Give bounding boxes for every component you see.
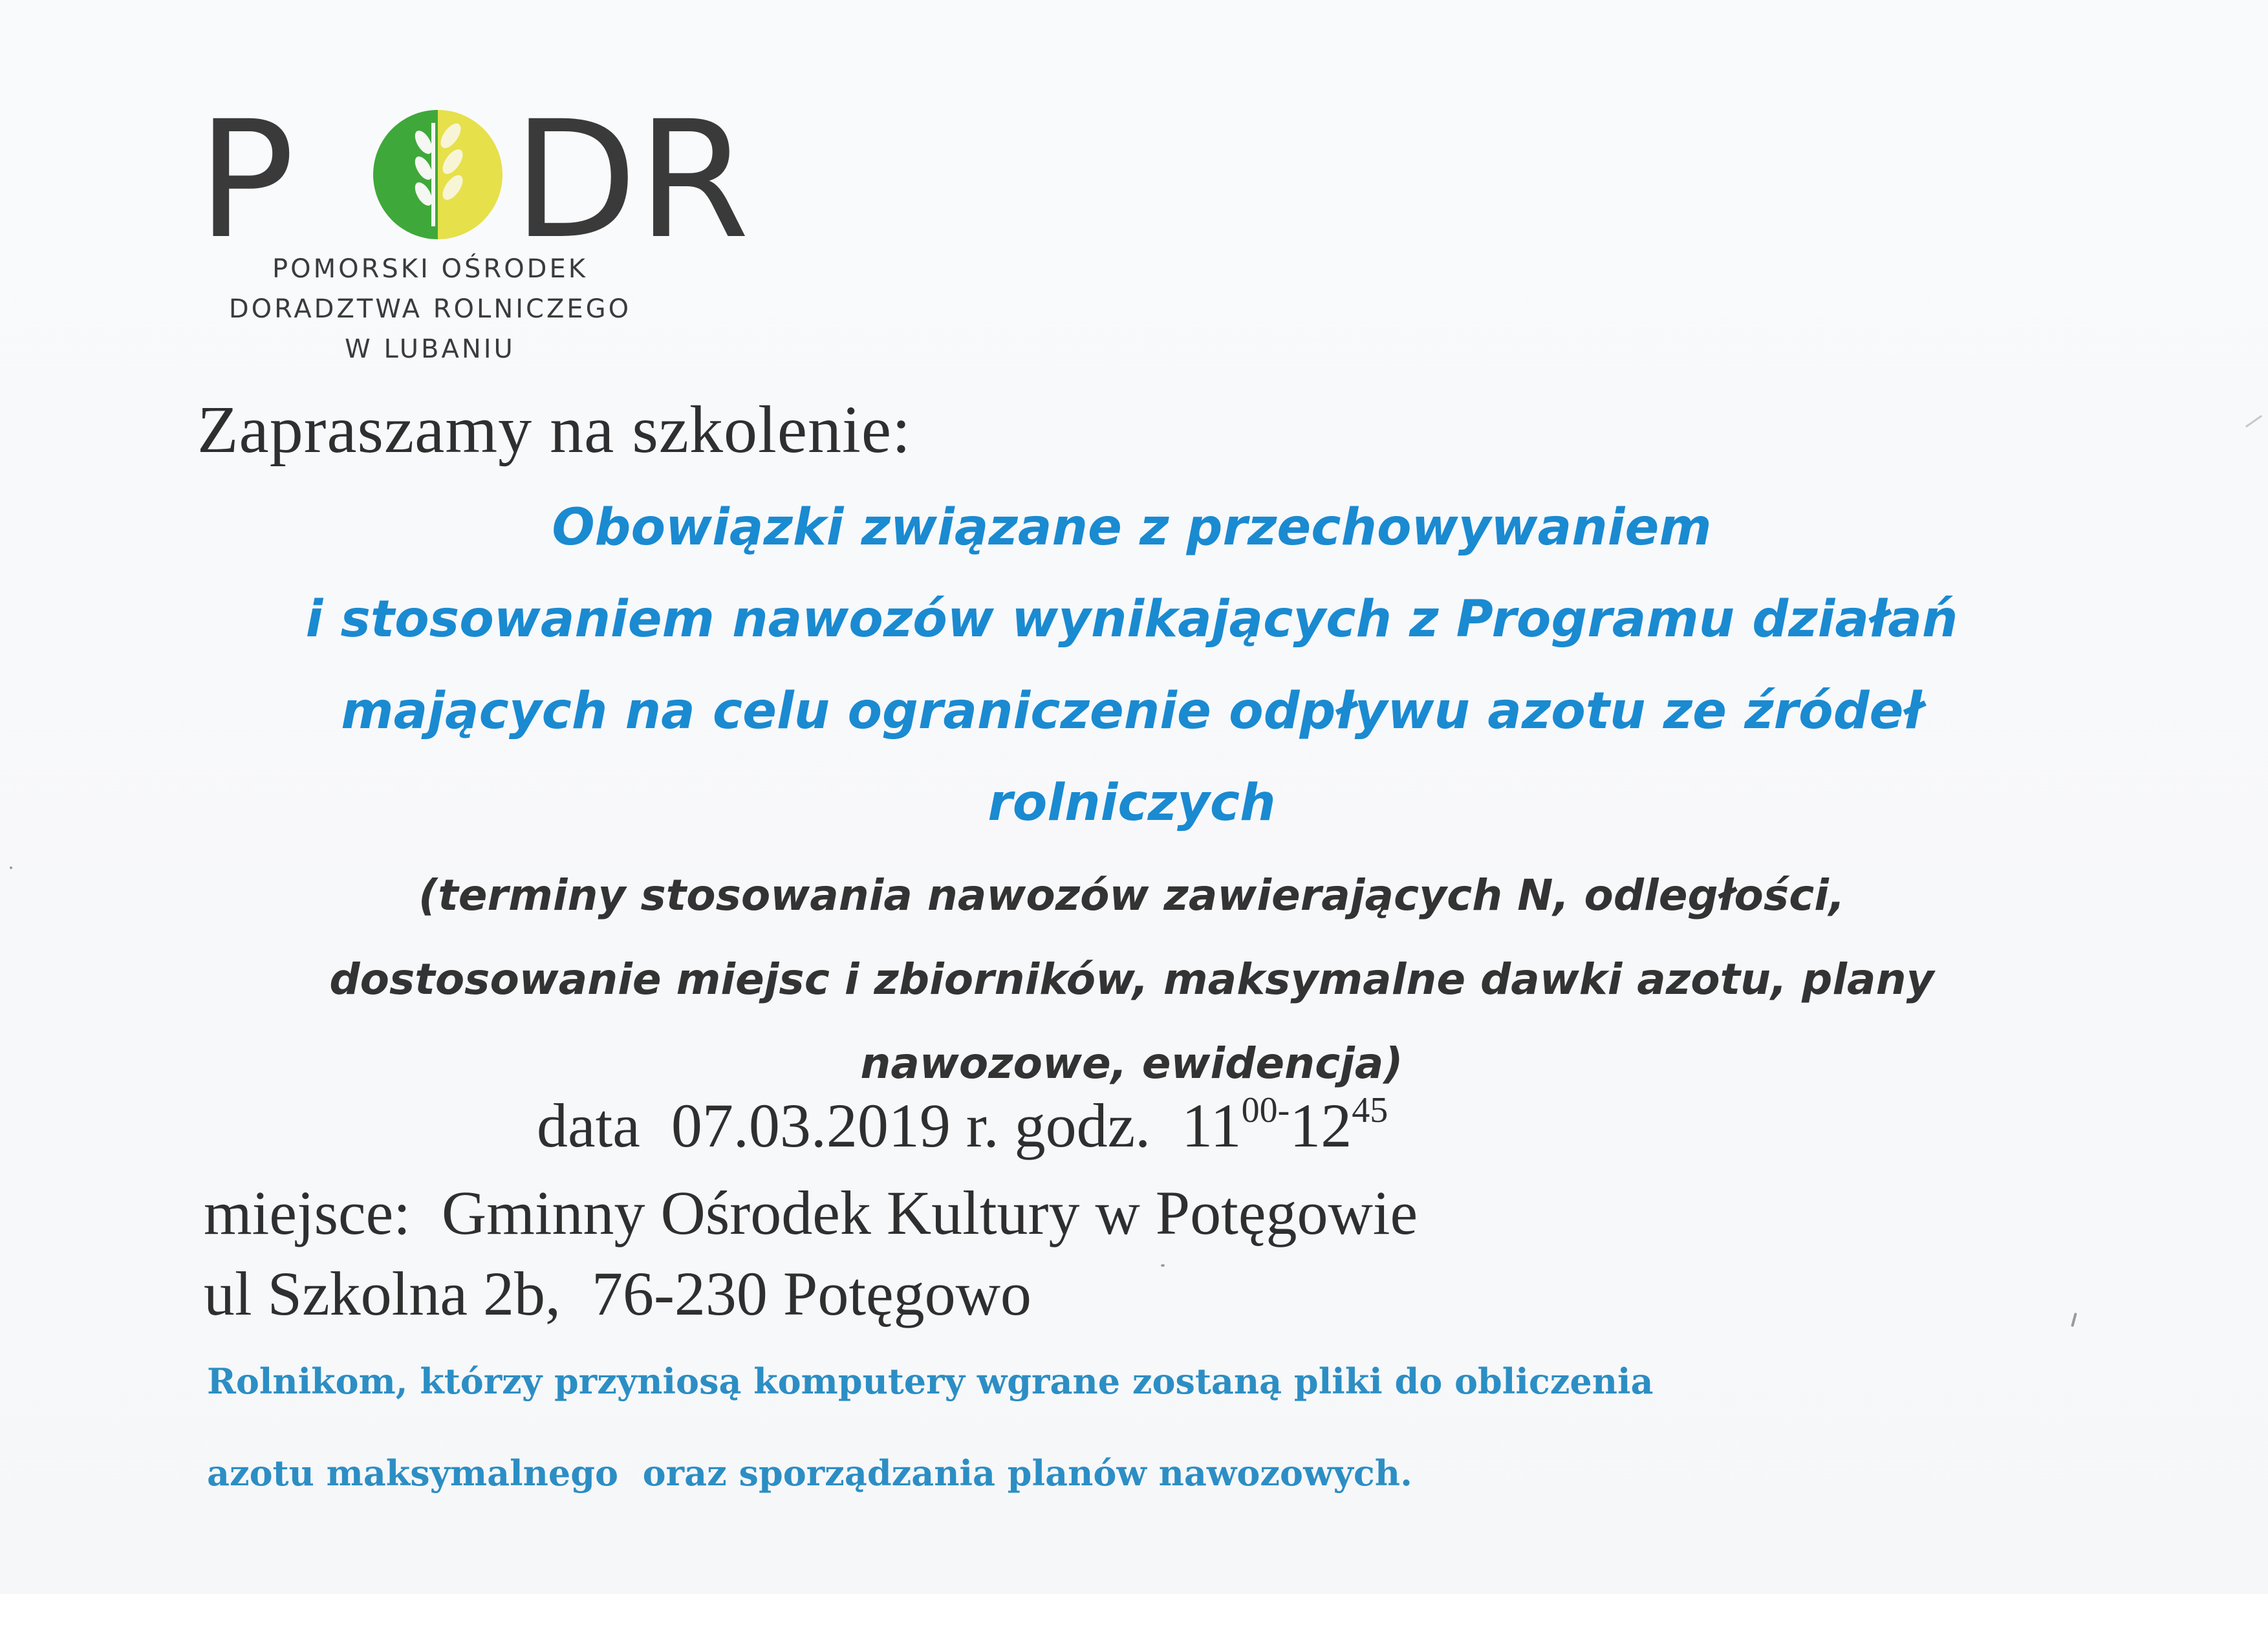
- scan-speck: [10, 867, 12, 869]
- logo-org-line: DORADZTWA ROLNICZEGO: [228, 294, 632, 324]
- scan-speck: [1161, 1264, 1165, 1267]
- venue-line: miejsce: Gminny Ośrodek Kultury w Potęgowie: [204, 1178, 1418, 1247]
- date-value: 07.03.2019 r.: [671, 1091, 999, 1160]
- end-minutes: 45: [1352, 1090, 1388, 1130]
- time-label: godz.: [1014, 1091, 1151, 1160]
- training-topics-line: dostosowanie miejsc i zbiorników, maksymalne dawki azotu, plany: [329, 954, 1934, 1004]
- page-bottom-edge: [0, 1594, 2268, 1647]
- logo-letter-p: P: [197, 86, 295, 274]
- date-label: data: [537, 1091, 640, 1160]
- farmers-note-line: Rolnikom, którzy przyniosą komputery wgrane zostaną pliki do obliczenia: [207, 1361, 1654, 1402]
- farmers-note-line: azotu maksymalnego oraz sporządzania planów nawozowych.: [207, 1452, 1412, 1494]
- scan-speck: [2245, 415, 2262, 428]
- logo-org-line: POMORSKI OŚRODEK: [272, 254, 588, 284]
- training-topics: [194, 854, 2069, 1106]
- training-title-line: mających na celu ograniczenie odpływu azotu ze źródeł: [341, 682, 1923, 740]
- invitation-heading: Zapraszamy na szkolenie:: [197, 393, 911, 467]
- training-title: [194, 482, 2069, 849]
- training-topics-line: (terminy stosowania nawozów zawierających N, odległości,: [418, 870, 1845, 920]
- start-hour: 11: [1182, 1091, 1242, 1160]
- training-title-line: i stosowaniem nawozów wynikających z Programu działań: [305, 590, 1958, 649]
- date-time-line: [0, 1090, 2268, 1161]
- logo-org-line: W LUBANIU: [345, 334, 515, 364]
- end-hour: 12: [1290, 1091, 1352, 1160]
- training-topics-line: nawozowe, ewidencja): [860, 1039, 1403, 1088]
- farmers-note: [207, 1335, 1654, 1519]
- address-line: ul Szkolna 2b, 76-230 Potęgowo: [204, 1259, 1031, 1328]
- logo-organization-name: [197, 249, 663, 369]
- scan-speck: [2071, 1313, 2077, 1327]
- podr-logo: [197, 86, 750, 394]
- training-title-line: rolniczych: [988, 774, 1276, 832]
- wheat-emblem-icon: [373, 110, 502, 239]
- start-minutes: 00-: [1241, 1090, 1290, 1130]
- logo-letters-dr: DR: [513, 86, 750, 274]
- training-title-line: Obowiązki związane z przechowywaniem: [552, 499, 1712, 557]
